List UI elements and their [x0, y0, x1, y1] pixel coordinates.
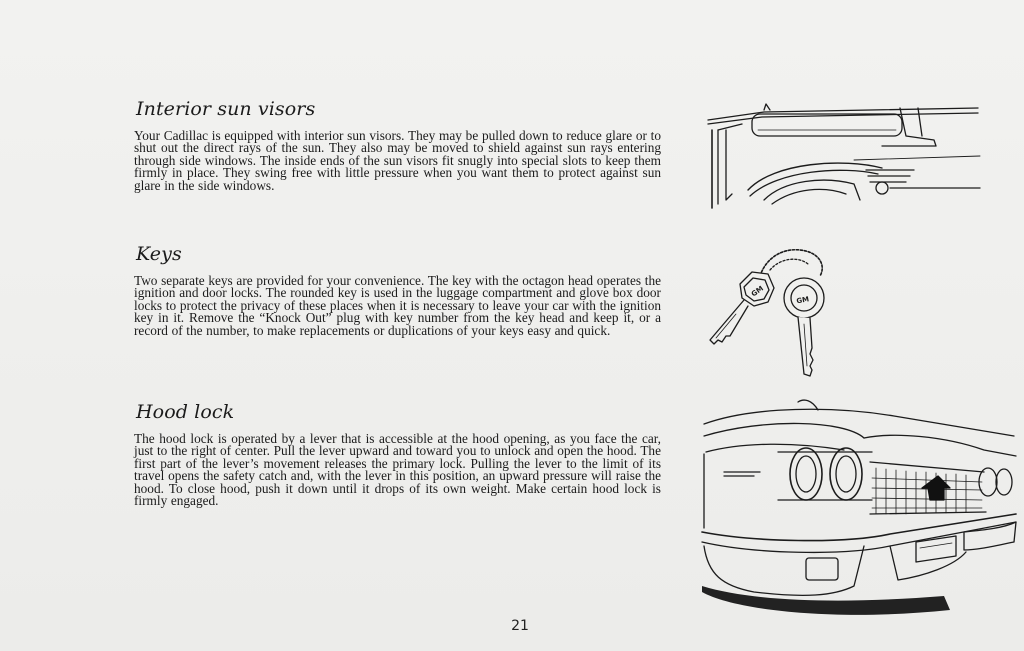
- car-front-illustration: [694, 396, 1022, 628]
- sun-visor-illustration: [704, 100, 984, 215]
- section-body: Your Cadillac is equipped with interior sun visors. They may be pulled down to reduce glare or to shut out the direct rays of the sun. They also may be moved to shield against sun rays entering through side windows. The inside ends of the sun visors fit snugly into special slots to keep them firmly in place. They swing free with little pressure when you want them to protect against sun glare in the side windows.: [134, 128, 661, 193]
- keys-illustration: [700, 240, 840, 385]
- key-tag-label: GM: [795, 295, 810, 306]
- section-interior-sun-visors: [134, 98, 661, 192]
- section-body: Two separate keys are provided for your convenience. The key with the octagon head operates the ignition and door locks. The rounded key is used in the luggage compartment and glove box door locks to protect the privacy of these places when it is necessary to leave your car with the ignition key in it. Remove the “Knock Out” plug with key number from the key head and keep it, or a record of the number, to make replacements or duplications of your keys easy and quick.: [134, 273, 661, 338]
- key-ring-chain-icon: [760, 250, 822, 276]
- section-hood-lock: [134, 401, 661, 507]
- section-heading: Interior sun visors: [136, 98, 316, 120]
- section-body: The hood lock is operated by a lever that is accessible at the hood opening, as you face the car, just to the right of center. Pull the lever upward and toward you to unlock and open the hood. The first part of the lever’s movement releases the primary lock. Pulling the lever to the limit of its travel opens the safety catch and, with the lever in this position, an upward pressure will raise the hood. To close hood, push it down until it drops of its own weight. Make certain hood lock is firmly engaged.: [134, 431, 661, 509]
- page-number: 21: [511, 618, 529, 634]
- car-shadow: [702, 586, 950, 615]
- section-heading: Keys: [136, 243, 182, 265]
- section-keys: [134, 243, 661, 337]
- key-tag-label: GM: [749, 284, 765, 299]
- section-heading: Hood lock: [136, 401, 235, 423]
- octagon-key-icon: [710, 272, 774, 344]
- round-key-icon: [784, 278, 824, 376]
